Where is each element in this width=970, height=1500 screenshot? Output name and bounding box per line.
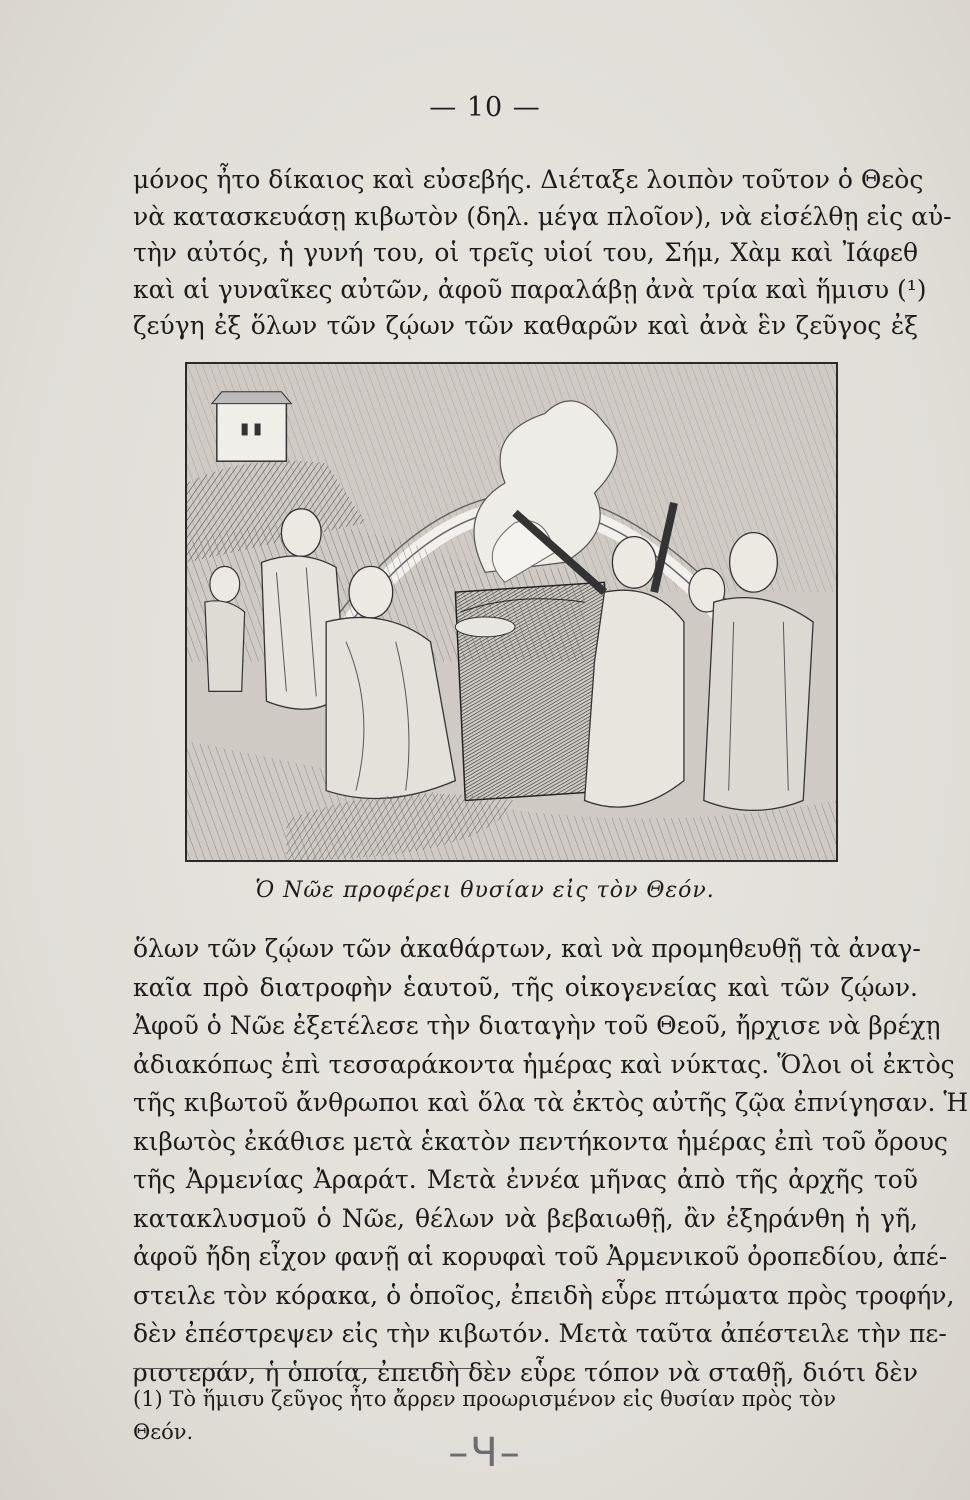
text-line: ζεύγη ἐξ ὅλων τῶν ζῴων τῶν καθαρῶν καὶ ἀνὰ ἓν ζεῦγος ἐξ	[133, 311, 918, 340]
noah-sacrifice-engraving	[187, 364, 836, 860]
engraving-illustration	[185, 362, 838, 862]
text-line: τῆς κιβωτοῦ ἄνθρωποι καὶ ὅλα τὰ ἐκτὸς αὐτῆς ζῷα ἐπνίγησαν. Ἡ	[133, 1088, 969, 1117]
handwritten-stamp: –Ч–	[448, 1430, 522, 1476]
text-line: τὴν αὐτός, ἡ γυνή του, οἱ τρεῖς υἱοί του, Σήμ, Χὰμ καὶ Ἰάφεθ	[133, 238, 918, 267]
text-line: ἀδιακόπως ἐπὶ τεσσαράκοντα ἡμέρας καὶ νύκτας. Ὅλοι οἱ ἐκτὸς	[133, 1049, 955, 1079]
text-line: μόνος ἦτο δίκαιος καὶ εὐσεβής. Διέταξε λοιπὸν τοῦτον ὁ Θεὸς	[133, 165, 924, 194]
text-line: Ἀφοῦ ὁ Νῶε ἐξετέλεσε τὴν διαταγὴν τοῦ Θεοῦ, ἤρχισε νὰ βρέχῃ	[133, 1011, 941, 1040]
figure-caption: Ὁ Νῶε προφέρει θυσίαν εἰς τὸν Θεόν.	[255, 878, 715, 903]
text-line: στειλε τὸν κόρακα, ὁ ὁποῖος, ἐπειδὴ εὗρε πτώματα πρὸς τροφήν,	[133, 1280, 955, 1310]
footnote-divider	[133, 1368, 493, 1369]
text-line: ἀφοῦ ἤδη εἶχον φανῇ αἱ κορυφαὶ τοῦ Ἀρμενικοῦ ὀροπεδίου, ἀπέ-	[133, 1242, 948, 1271]
text-line: δὲν ἐπέστρεψεν εἰς τὴν κιβωτόν. Μετὰ ταῦτα ἀπέστειλε τὴν πε-	[133, 1319, 947, 1348]
text-line: ριστεράν, ἡ ὁποία, ἐπειδὴ δὲν εὗρε τόπον νὰ σταθῇ, διότι δὲν	[133, 1357, 918, 1387]
text-line: τῆς Ἀρμενίας Ἀραράτ. Μετὰ ἐννέα μῆνας ἀπὸ τῆς ἀρχῆς τοῦ	[133, 1165, 918, 1194]
footnote-line: Θεόν.	[133, 1420, 194, 1444]
paragraph-bottom	[133, 930, 969, 1392]
text-line: ὅλων τῶν ζῴων τῶν ἀκαθάρτων, καὶ νὰ προμηθευθῇ τὰ ἀναγ-	[133, 934, 921, 963]
text-line: καὶ αἱ γυναῖκες αὐτῶν, ἀφοῦ παραλάβῃ ἀνὰ τρία καὶ ἥμισυ (¹)	[133, 274, 927, 304]
footnote-line: (1) Τὸ ἥμισυ ζεῦγος ἦτο ἄρρεν προωρισμένον εἰς θυσίαν πρὸς τὸν	[133, 1387, 836, 1411]
text-line: κιβωτὸς ἐκάθισε μετὰ ἑκατὸν πεντήκοντα ἡμέρας ἐπὶ τοῦ ὄρους	[133, 1126, 948, 1156]
text-line: νὰ κατασκευάσῃ κιβωτὸν (δηλ. μέγα πλοῖον), νὰ εἰσέλθῃ εἰς αὐ-	[133, 201, 952, 231]
text-line: καῖα πρὸ διατροφὴν ἑαυτοῦ, τῆς οἰκογενείας καὶ τῶν ζῴων.	[133, 972, 918, 1002]
paragraph-top	[133, 162, 952, 345]
text-line: κατακλυσμοῦ ὁ Νῶε, θέλων νὰ βεβαιωθῇ, ἂν ἐξηράνθη ἡ γῆ,	[133, 1203, 918, 1233]
page-number: — 10 —	[429, 92, 541, 123]
